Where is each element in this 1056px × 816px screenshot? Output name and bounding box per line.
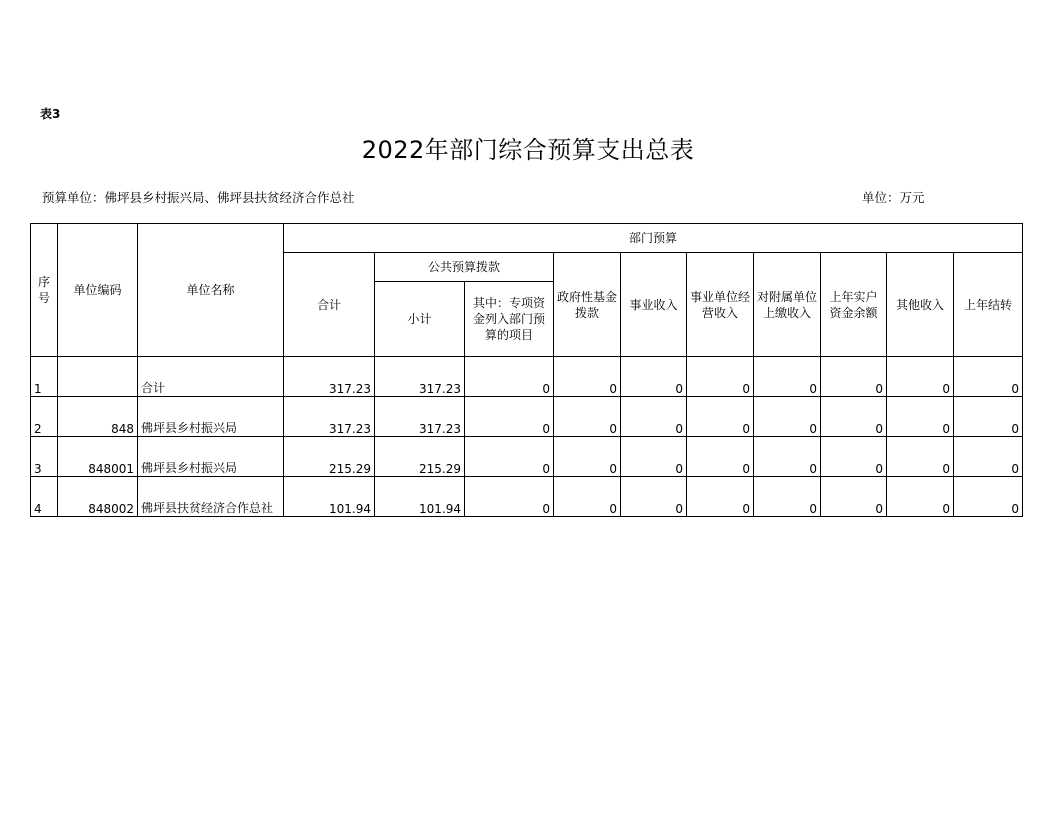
cell-seq: 4 [31, 477, 58, 517]
cell-carry: 0 [954, 397, 1023, 437]
cell-balance: 0 [821, 357, 887, 397]
cell-career: 0 [621, 397, 687, 437]
cell-gov-fund: 0 [554, 477, 621, 517]
cell-name: 佛坪县乡村振兴局 [138, 437, 284, 477]
cell-business: 0 [687, 357, 754, 397]
cell-business: 0 [687, 397, 754, 437]
page-title: 2022年部门综合预算支出总表 [361, 136, 695, 164]
cell-name: 佛坪县扶贫经济合作总社 [138, 477, 284, 517]
cell-business: 0 [687, 477, 754, 517]
table-row [31, 397, 1023, 437]
cell-other: 0 [887, 477, 954, 517]
cell-subtotal: 101.94 [375, 477, 465, 517]
cell-subtotal: 317.23 [375, 357, 465, 397]
cell-subsidiary: 0 [754, 477, 821, 517]
cell-gov-fund: 0 [554, 397, 621, 437]
cell-total: 215.29 [284, 437, 375, 477]
cell-business: 0 [687, 437, 754, 477]
cell-subsidiary: 0 [754, 397, 821, 437]
cell-total: 317.23 [284, 397, 375, 437]
cell-special: 0 [465, 397, 554, 437]
header-unit-name: 单位名称 [138, 224, 284, 357]
header-special-funds: 其中：专项资金列入部门预算的项目 [465, 282, 554, 357]
cell-carry: 0 [954, 437, 1023, 477]
money-unit-label: 单位：万元 [862, 190, 925, 205]
cell-seq: 1 [31, 357, 58, 397]
cell-total: 317.23 [284, 357, 375, 397]
cell-balance: 0 [821, 477, 887, 517]
cell-name: 佛坪县乡村振兴局 [138, 397, 284, 437]
cell-code [58, 357, 138, 397]
header-gov-fund: 政府性基金拨款 [554, 253, 621, 357]
cell-code: 848002 [58, 477, 138, 517]
cell-special: 0 [465, 437, 554, 477]
table-row [31, 477, 1023, 517]
cell-subsidiary: 0 [754, 357, 821, 397]
cell-balance: 0 [821, 437, 887, 477]
cell-seq: 2 [31, 397, 58, 437]
cell-carry: 0 [954, 357, 1023, 397]
cell-carry: 0 [954, 477, 1023, 517]
cell-special: 0 [465, 357, 554, 397]
cell-subtotal: 215.29 [375, 437, 465, 477]
header-dept-budget: 部门预算 [284, 224, 1023, 253]
cell-gov-fund: 0 [554, 357, 621, 397]
header-subtotal: 小计 [375, 282, 465, 357]
header-seq: 序号 [31, 224, 58, 357]
header-business-income: 事业单位经营收入 [687, 253, 754, 357]
cell-career: 0 [621, 477, 687, 517]
cell-balance: 0 [821, 397, 887, 437]
table-row [31, 437, 1023, 477]
cell-career: 0 [621, 357, 687, 397]
cell-career: 0 [621, 437, 687, 477]
cell-name: 合计 [138, 357, 284, 397]
cell-gov-fund: 0 [554, 437, 621, 477]
header-carry-over: 上年结转 [954, 253, 1023, 357]
header-public-budget: 公共预算拨款 [375, 253, 554, 282]
cell-total: 101.94 [284, 477, 375, 517]
budget-table [30, 223, 1023, 517]
cell-special: 0 [465, 477, 554, 517]
header-total: 合计 [284, 253, 375, 357]
table-row [31, 357, 1023, 397]
cell-subtotal: 317.23 [375, 397, 465, 437]
header-career-income: 事业收入 [621, 253, 687, 357]
cell-code: 848 [58, 397, 138, 437]
cell-seq: 3 [31, 437, 58, 477]
cell-other: 0 [887, 357, 954, 397]
table-number: 表3 [40, 107, 61, 121]
cell-subsidiary: 0 [754, 437, 821, 477]
budget-unit-label: 预算单位：佛坪县乡村振兴局、佛坪县扶贫经济合作总社 [42, 190, 355, 205]
header-prior-balance: 上年实户资金余额 [821, 253, 887, 357]
header-unit-code: 单位编码 [58, 224, 138, 357]
header-other-income: 其他收入 [887, 253, 954, 357]
header-subsidiary-income: 对附属单位上缴收入 [754, 253, 821, 357]
cell-code: 848001 [58, 437, 138, 477]
cell-other: 0 [887, 397, 954, 437]
cell-other: 0 [887, 437, 954, 477]
